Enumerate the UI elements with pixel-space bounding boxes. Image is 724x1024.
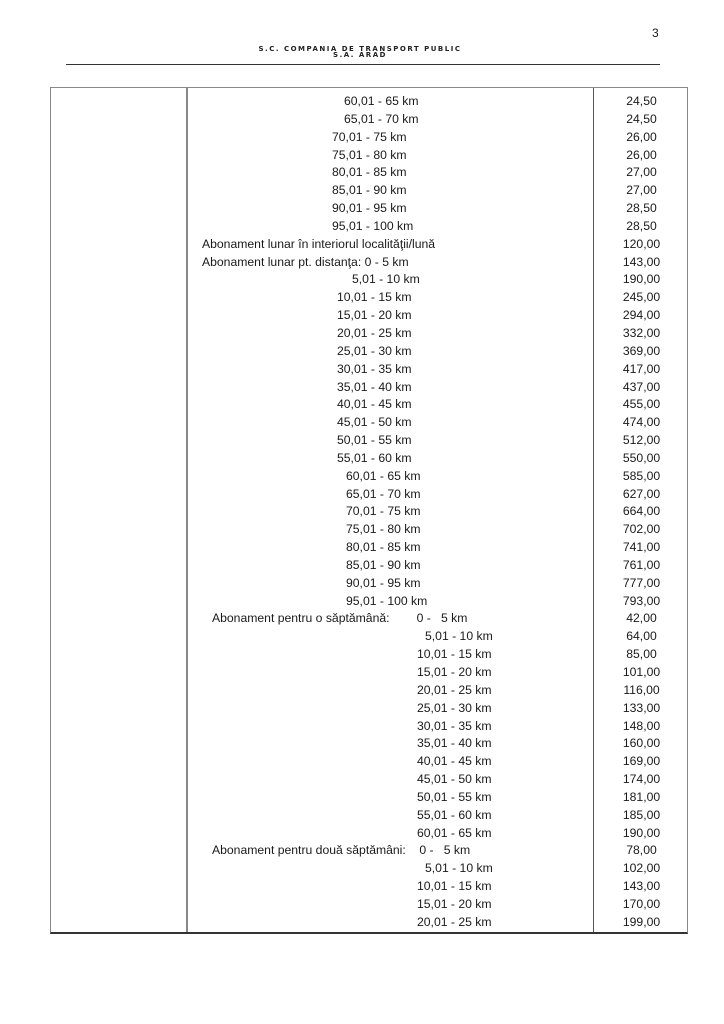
table-row (51, 147, 687, 165)
header-rule (66, 64, 660, 65)
table-row (51, 646, 687, 664)
price-value: 26,00 (626, 129, 657, 144)
price-value: 585,00 (622, 468, 661, 483)
distance-label: 95,01 - 100 km (346, 593, 428, 608)
distance-label: 15,01 - 20 km (337, 308, 412, 323)
price-value: 26,00 (626, 147, 657, 162)
distance-label: 50,01 - 55 km (337, 433, 412, 448)
table-row (51, 575, 687, 593)
table-row (51, 111, 687, 129)
distance-label: 15,01 - 20 km (417, 665, 492, 679)
distance-label: 45,01 - 50 km (417, 772, 492, 787)
price-value: 85,00 (626, 647, 657, 662)
table-row (51, 236, 687, 254)
distance-label: 55,01 - 60 km (337, 450, 412, 465)
distance-label: 85,01 - 90 km (332, 183, 407, 198)
distance-label: Abonament pentru două săptămâni: 0 - 5 km (212, 843, 471, 858)
price-value: 116,00 (623, 682, 660, 697)
table-row (51, 896, 687, 914)
table-row (51, 361, 687, 379)
price-value: 64,00 (626, 629, 657, 644)
price-value: 160,00 (622, 736, 661, 751)
distance-label: 90,01 - 95 km (346, 575, 421, 590)
table-row (51, 539, 687, 557)
price-value: 174,00 (622, 772, 661, 787)
table-row (51, 468, 687, 486)
table-row (51, 503, 687, 521)
table-row (51, 842, 687, 860)
price-value: 27,00 (626, 165, 657, 180)
distance-label: 60,01 - 65 km (417, 825, 492, 840)
table-row (51, 182, 687, 200)
company-name: S.C. COMPANIA DE TRANSPORT PUBLIC (258, 45, 462, 53)
price-value: 199,00 (622, 914, 661, 929)
distance-label: 20,01 - 25 km (417, 682, 492, 697)
table-row (51, 521, 687, 539)
distance-label: Abonament lunar pt. distanţa: 0 - 5 km (202, 254, 409, 269)
table-row (51, 325, 687, 343)
price-value: 28,50 (626, 218, 657, 233)
distance-label: 75,01 - 80 km (346, 522, 421, 537)
distance-label: 70,01 - 75 km (332, 129, 407, 144)
table-row (51, 789, 687, 807)
tariff-rows (51, 93, 687, 932)
price-value: 185,00 (622, 807, 661, 822)
price-value: 181,00 (622, 789, 661, 804)
price-value: 24,50 (626, 111, 657, 126)
table-row (51, 307, 687, 325)
distance-label: 20,01 - 25 km (337, 325, 412, 340)
price-value: 28,50 (626, 201, 657, 216)
distance-label: 5,01 - 10 km (425, 629, 493, 644)
table-row (51, 486, 687, 504)
page-number: 3 (652, 26, 659, 40)
distance-label: 75,01 - 80 km (332, 147, 407, 162)
table-row (51, 807, 687, 825)
price-value: 133,00 (622, 700, 661, 715)
price-value: 294,00 (622, 308, 661, 323)
price-value: 143,00 (622, 254, 661, 269)
price-value: 102,00 (622, 861, 661, 876)
table-row (51, 129, 687, 147)
price-value: 702,00 (622, 522, 661, 537)
table-row (51, 450, 687, 468)
distance-label: 90,01 - 95 km (332, 201, 407, 216)
distance-label: 5,01 - 10 km (352, 272, 420, 287)
table-row (51, 753, 687, 771)
distance-label: 10,01 - 15 km (337, 290, 412, 305)
price-value: 455,00 (622, 397, 661, 412)
table-row (51, 860, 687, 878)
distance-label: 15,01 - 20 km (417, 896, 492, 911)
price-value: 369,00 (622, 343, 661, 358)
price-value: 437,00 (622, 379, 661, 394)
distance-label: 20,01 - 25 km (417, 914, 492, 929)
company-header (150, 46, 570, 58)
table-row (51, 664, 687, 682)
distance-label: 80,01 - 85 km (346, 540, 421, 555)
distance-label: 45,01 - 50 km (337, 415, 412, 430)
price-value: 27,00 (626, 183, 657, 198)
distance-label: 65,01 - 70 km (344, 111, 419, 126)
distance-label: 40,01 - 45 km (337, 397, 412, 412)
distance-label: 55,01 - 60 km (417, 807, 492, 822)
table-row (51, 825, 687, 843)
price-value: 170,00 (622, 896, 661, 911)
table-row (51, 682, 687, 700)
table-row (51, 914, 687, 932)
table-row (51, 379, 687, 397)
price-value: 777,00 (622, 575, 661, 590)
distance-label: 10,01 - 15 km (417, 879, 492, 894)
table-row (51, 718, 687, 736)
distance-label: 60,01 - 65 km (346, 468, 421, 483)
price-value: 793,00 (622, 593, 661, 608)
price-value: 627,00 (622, 486, 661, 501)
table-row (51, 610, 687, 628)
table-row (51, 557, 687, 575)
price-value: 78,00 (626, 843, 657, 858)
price-value: 761,00 (622, 557, 661, 572)
price-value: 120,00 (622, 236, 661, 251)
distance-label: 25,01 - 30 km (337, 343, 412, 358)
price-value: 143,00 (622, 879, 661, 894)
distance-label: 60,01 - 65 km (344, 94, 419, 108)
table-row (51, 414, 687, 432)
tariff-table (50, 87, 688, 934)
table-row (51, 164, 687, 182)
price-value: 148,00 (622, 718, 661, 733)
price-value: 190,00 (622, 825, 661, 840)
table-row (51, 700, 687, 718)
distance-label: 65,01 - 70 km (346, 486, 421, 501)
distance-label: 25,01 - 30 km (417, 700, 492, 715)
company-name-suffix: S.A. ARAD (333, 51, 387, 59)
price-value: 101,00 (622, 665, 661, 679)
price-value: 664,00 (622, 504, 661, 519)
price-value: 42,00 (626, 611, 657, 626)
table-row (51, 628, 687, 646)
table-row (51, 593, 687, 611)
distance-label: 80,01 - 85 km (332, 165, 407, 180)
distance-label: 5,01 - 10 km (425, 861, 493, 876)
distance-label: Abonament lunar în interiorul localităţii/lună (202, 236, 436, 251)
distance-label: 70,01 - 75 km (346, 504, 421, 519)
distance-label: 10,01 - 15 km (417, 647, 492, 662)
distance-label: 85,01 - 90 km (346, 557, 421, 572)
distance-label: 95,01 - 100 km (332, 218, 414, 233)
table-row (51, 200, 687, 218)
price-value: 245,00 (622, 290, 661, 305)
price-value: 169,00 (622, 754, 661, 769)
table-row (51, 432, 687, 450)
price-value: 24,50 (626, 94, 657, 108)
price-value: 417,00 (622, 361, 661, 376)
distance-label: 35,01 - 40 km (417, 736, 492, 751)
table-row (51, 735, 687, 753)
table-row (51, 271, 687, 289)
price-value: 190,00 (622, 272, 661, 287)
distance-label: 30,01 - 35 km (417, 718, 492, 733)
table-row (51, 396, 687, 414)
price-value: 512,00 (622, 433, 661, 448)
price-value: 550,00 (622, 450, 661, 465)
table-row (51, 289, 687, 307)
distance-label: 35,01 - 40 km (337, 379, 412, 394)
distance-label: 30,01 - 35 km (337, 361, 412, 376)
table-row (51, 771, 687, 789)
table-row (51, 93, 687, 111)
table-row (51, 343, 687, 361)
price-value: 474,00 (622, 415, 661, 430)
distance-label: 40,01 - 45 km (417, 754, 492, 769)
distance-label: Abonament pentru o săptămână: 0 - 5 km (212, 611, 468, 626)
price-value: 741,00 (622, 540, 661, 555)
price-value: 332,00 (622, 325, 661, 340)
table-row (51, 254, 687, 272)
table-row (51, 218, 687, 236)
distance-label: 50,01 - 55 km (417, 789, 492, 804)
table-row (51, 878, 687, 896)
